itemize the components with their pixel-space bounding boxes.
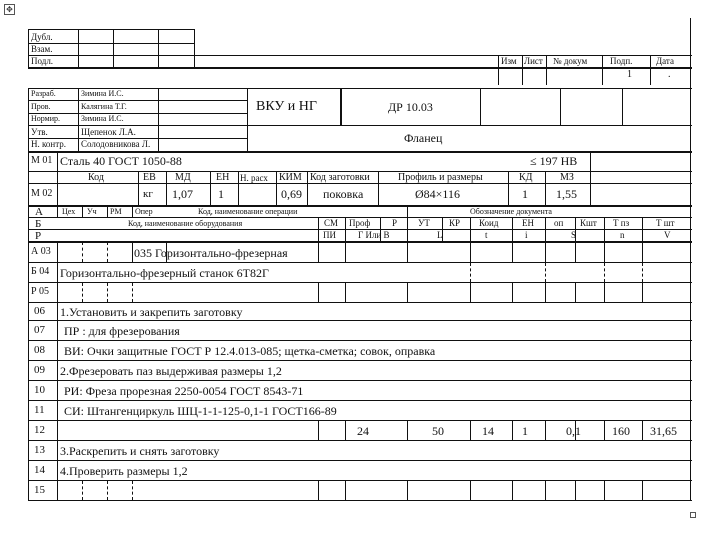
row12-value-l: 24	[357, 424, 369, 438]
row12-value-n: 0,1	[566, 424, 581, 438]
row-text-10: РИ: Фреза прорезная 2250-0054 ГОСТ 8543-71	[64, 384, 304, 398]
row-num-10: 10	[34, 384, 45, 396]
change-value-data: .	[668, 69, 671, 80]
row12-value-v: 160	[612, 424, 630, 438]
row-num-12: 12	[34, 424, 45, 436]
podl-label: Подл.	[31, 56, 54, 66]
row-b-tpz: Т пз	[613, 218, 630, 228]
row-b-ut: УТ	[418, 218, 430, 228]
col-md: МД	[175, 172, 191, 183]
m02-ev: кг	[143, 188, 153, 200]
col-en: ЕН	[216, 172, 230, 183]
row-num-04: Б 04	[31, 266, 50, 277]
m02-kim: 0,69	[281, 187, 302, 201]
row-r-pi: ПИ	[323, 230, 336, 240]
row-num-07: 07	[34, 324, 45, 336]
row-a-doc: Обозначение документа	[470, 207, 552, 216]
m02-kd: 1	[522, 187, 528, 201]
col-kd: КД	[519, 172, 533, 183]
approval-name-3: Щепенок Л.А.	[81, 127, 136, 137]
row-num-05: Р 05	[31, 286, 50, 297]
col-nrash: Н. расх	[240, 173, 268, 183]
change-value-podp: 1	[627, 69, 632, 80]
row-text-13: 3.Раскрепить и снять заготовку	[60, 444, 220, 458]
col-kod-zag: Код заготовки	[310, 172, 370, 183]
row-a-uch: Уч	[87, 207, 97, 216]
row12-value-i: 14	[482, 424, 494, 438]
row-text-11: СИ: Штангенциркуль ШЦ-1-1-125-0,1-1 ГОСТ166-89	[64, 404, 337, 418]
col-profile: Профиль и размеры	[398, 172, 483, 183]
row-num-03: А 03	[31, 246, 51, 257]
row-a-letter: А	[35, 206, 43, 218]
m01-label: М 01	[31, 155, 53, 166]
row-b-koid: Коид	[479, 218, 499, 228]
row-text-04: Горизонтально-фрезерный станок 6Т82Г	[60, 266, 269, 280]
row-text-09: 2.Фрезеровать паз выдерживая размеры 1,2	[60, 364, 282, 378]
row-b-en: ЕН	[522, 218, 534, 228]
row-num-14: 14	[34, 464, 45, 476]
row12-value-tsht: 31,65	[650, 424, 677, 438]
m02-en: 1	[218, 187, 224, 201]
row-text-14: 4.Проверить размеры 1,2	[60, 464, 188, 478]
col-mz: МЗ	[560, 172, 574, 183]
row-num-06: 06	[34, 305, 45, 317]
row-r-letter: Р	[35, 230, 42, 242]
change-header-list: Лист	[524, 56, 543, 66]
approval-role-1: Пров.	[31, 102, 51, 111]
approval-name-2: Зимина И.С.	[81, 114, 124, 123]
vzam-label: Взам.	[31, 44, 53, 54]
change-header-izm: Изм	[501, 56, 517, 66]
row-text-08: ВИ: Очки защитные ГОСТ Р 12.4.013-085; щетка-сметка; совок, оправка	[64, 344, 436, 358]
approval-role-4: Н. контр.	[31, 139, 67, 149]
row-a-oper: Опер	[135, 207, 153, 216]
row-b-equipment: Код, наименование оборудования	[128, 219, 243, 228]
m02-label: М 02	[31, 188, 53, 199]
row-a-rm: РМ	[110, 207, 122, 216]
row-r-n: n	[620, 230, 625, 240]
approval-role-0: Разраб.	[31, 89, 56, 98]
row-text-07: ПР : для фрезерования	[64, 324, 180, 338]
part-name: Фланец	[404, 131, 443, 145]
material-name: Сталь 40 ГОСТ 1050-88	[60, 154, 182, 168]
row12-value-s: 1	[522, 424, 528, 438]
dubl-label: Дубл.	[31, 32, 53, 42]
row-b-sm: СМ	[324, 218, 339, 228]
approval-role-2: Нормир.	[31, 114, 60, 123]
row-r-i: i	[525, 230, 528, 240]
row-a-op-name: Код, наименование операции	[198, 207, 298, 216]
approval-name-0: Зимина И.С.	[81, 89, 124, 98]
row-num-09: 09	[34, 364, 45, 376]
table-resize-handle[interactable]	[690, 512, 696, 518]
row-b-letter: Б	[35, 218, 42, 230]
row-b-op: оп	[554, 218, 564, 228]
row12-value-t: 50	[432, 424, 444, 438]
approval-name-1: Калягина Т.Г.	[81, 102, 127, 111]
row-text-03: 035 Горизонтально-фрезерная	[134, 246, 288, 260]
approval-role-3: Утв.	[31, 127, 48, 137]
col-kod: Код	[88, 172, 104, 183]
row-b-ksht: Кшт	[580, 218, 597, 228]
approval-name-4: Солодовникова Л.	[81, 139, 151, 149]
hardness: ≤ 197 НВ	[530, 154, 578, 168]
m02-profile: Ø84×116	[415, 187, 460, 201]
row-r-s: S	[571, 230, 577, 240]
change-header-data: Дата	[656, 56, 674, 66]
col-ev: ЕВ	[143, 172, 156, 183]
row-a-tsekh: Цех	[62, 207, 76, 216]
row-r-t: t	[485, 230, 488, 240]
col-kim: КИМ	[279, 172, 302, 183]
row-r-l: L	[437, 230, 443, 240]
row-num-15: 15	[34, 484, 45, 496]
row-b-r: Р	[392, 218, 398, 228]
m02-md: 1,07	[172, 187, 193, 201]
row-r-v: V	[664, 230, 671, 240]
row-b-prof: Проф	[349, 218, 371, 228]
change-header-doc: № докум	[553, 56, 588, 66]
m02-mz: 1,55	[556, 187, 577, 201]
m02-kod-zag: поковка	[323, 187, 364, 201]
row-b-kr: КР	[449, 218, 461, 228]
row-b-tsht: Т шт	[656, 218, 675, 228]
move-handle-icon[interactable]: ✥	[4, 4, 15, 15]
row-text-06: 1.Установить и закрепить заготовку	[60, 305, 243, 319]
row-num-08: 08	[34, 344, 45, 356]
row-r-d-or-v: Г Или В	[358, 230, 390, 240]
doc-code: ДР 10.03	[388, 100, 433, 114]
org-name: ВКУ и НГ	[256, 99, 318, 114]
change-header-podp: Подп.	[610, 56, 633, 66]
row-num-11: 11	[34, 404, 45, 416]
row-num-13: 13	[34, 444, 45, 456]
